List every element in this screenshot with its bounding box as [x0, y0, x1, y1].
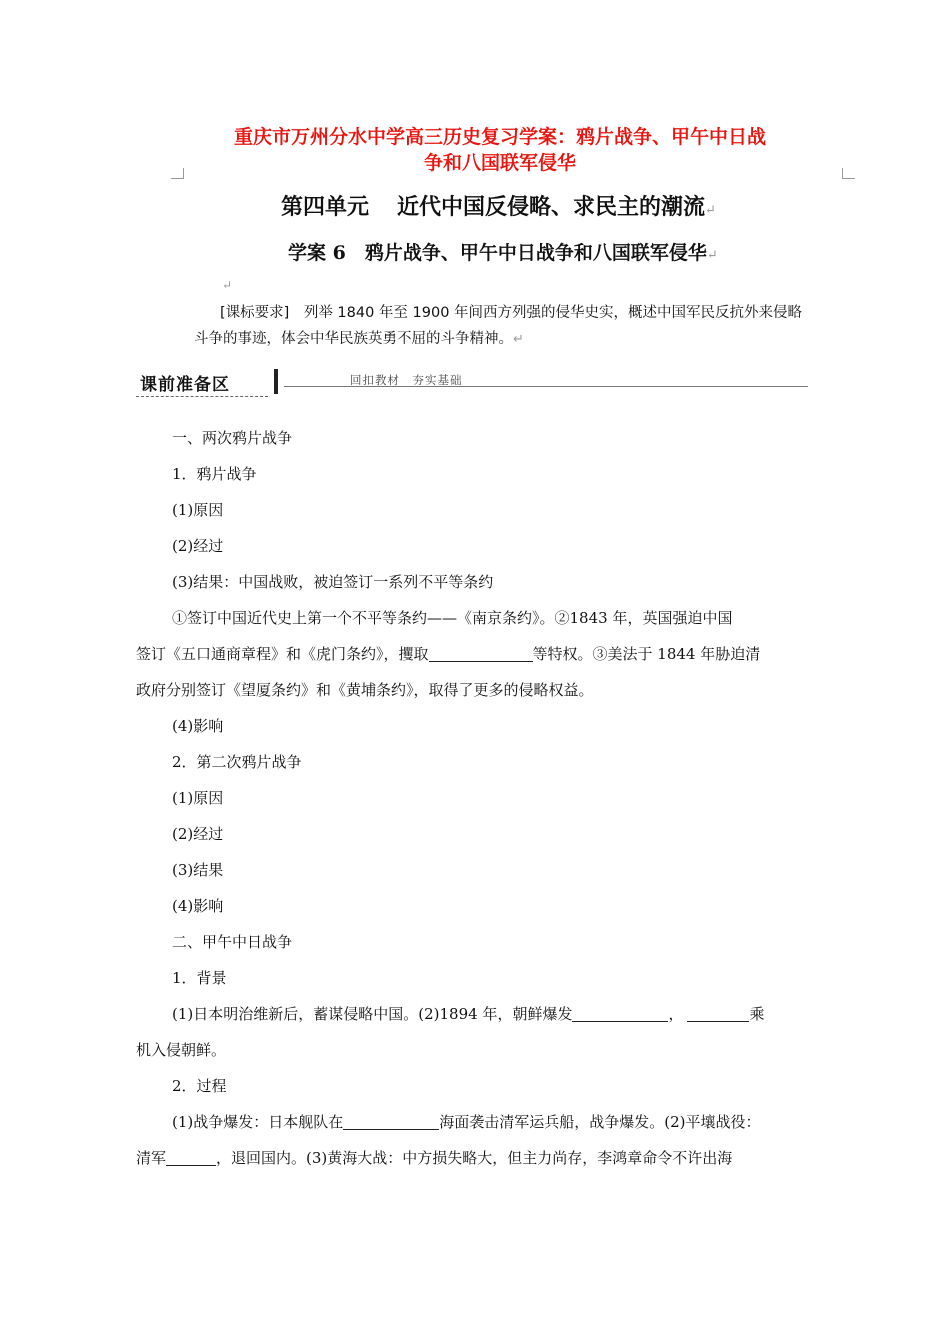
lesson-title — [288, 240, 718, 269]
document-title-line-1: 重庆市万州分水中学高三历史复习学案：鸦片战争、甲午中日战 — [233, 126, 766, 148]
background-line-1: (1)日本明治维新后，蓄谋侵略中国。(2)1894 年，朝鲜爆发 ， 乘 — [172, 1005, 765, 1023]
section-underline — [136, 396, 268, 397]
section-subtitle: 回扣教材 夯实基础 — [350, 373, 463, 387]
document-title-line-2: 争和八国联军侵华 — [423, 152, 576, 174]
margin-corner-mark-right — [842, 168, 855, 179]
item-cause: (1)原因 — [172, 501, 224, 519]
body-text — [136, 420, 826, 1176]
background-line-2: 机入侵朝鲜。 — [136, 1041, 227, 1059]
subheading-background: 1．背景 — [172, 969, 227, 987]
heading-sino-japanese-war: 二、甲午中日战争 — [172, 933, 293, 951]
process-line-1: (1)战争爆发：日本舰队在 海面袭击清军运兵船，战争爆发。(2)平壤战役： — [172, 1113, 761, 1131]
paragraph-mark: ↵ — [222, 278, 233, 292]
fill-in-blank[interactable] — [343, 1113, 439, 1130]
item-process: (2)经过 — [172, 537, 224, 555]
paragraph-mark: ↵ — [706, 248, 718, 263]
fill-in-blank[interactable] — [687, 1005, 749, 1022]
treaty-paragraph-line-2: 签订《五口通商章程》和《虎门条约》，攫取 等特权。③美法于 1844 年胁迫清 — [136, 645, 761, 663]
treaty-paragraph-line-1: ①签订中国近代史上第一个不平等条约——《南京条约》。②1843 年，英国强迫中国 — [172, 609, 733, 627]
section-banner — [136, 368, 808, 402]
subheading-first-opium-war: 1．鸦片战争 — [172, 465, 257, 483]
item-result: (3)结果 — [172, 861, 224, 879]
item-cause: (1)原因 — [172, 789, 224, 807]
requirement-line-1: [课标要求] 列举 1840 年至 1900 年间西方列强的侵华史实，概述中国军民反抗外来侵略 — [220, 305, 803, 321]
section-divider-bar — [274, 369, 278, 394]
treaty-paragraph-line-3: 政府分别签订《望厦条约》和《黄埔条约》，取得了更多的侵略权益。 — [136, 681, 594, 699]
margin-corner-mark-left — [171, 168, 184, 179]
process-line-2: 清军 ，退回国内。(3)黄海大战：中方损失略大，但主力尚存，李鸿章命令不许出海 — [136, 1149, 733, 1167]
item-process: (2)经过 — [172, 825, 224, 843]
section-name: 课前准备区 — [140, 375, 230, 395]
paragraph-mark: ↵ — [513, 332, 524, 347]
curriculum-requirement — [194, 300, 854, 353]
lesson-title-text: 学案 6 鸦片战争、甲午中日战争和八国联军侵华 — [288, 242, 707, 264]
unit-title — [281, 192, 716, 226]
subheading-second-opium-war: 2．第二次鸦片战争 — [172, 753, 302, 771]
requirement-line-2: 斗争的事迹，体会中华民族英勇不屈的斗争精神。 — [194, 331, 513, 347]
subheading-process: 2．过程 — [172, 1077, 227, 1095]
fill-in-blank[interactable] — [166, 1149, 216, 1166]
heading-opium-wars: 一、两次鸦片战争 — [172, 429, 293, 447]
unit-label: 第四单元 — [281, 194, 370, 220]
unit-name: 近代中国反侵略、求民主的潮流 — [397, 194, 706, 220]
item-impact: (4)影响 — [172, 717, 224, 735]
fill-in-blank[interactable] — [572, 1005, 668, 1022]
paragraph-mark: ↵ — [705, 203, 716, 218]
item-impact: (4)影响 — [172, 897, 224, 915]
item-result: (3)结果：中国战败，被迫签订一系列不平等条约 — [172, 573, 494, 591]
fill-in-blank[interactable] — [429, 645, 533, 662]
